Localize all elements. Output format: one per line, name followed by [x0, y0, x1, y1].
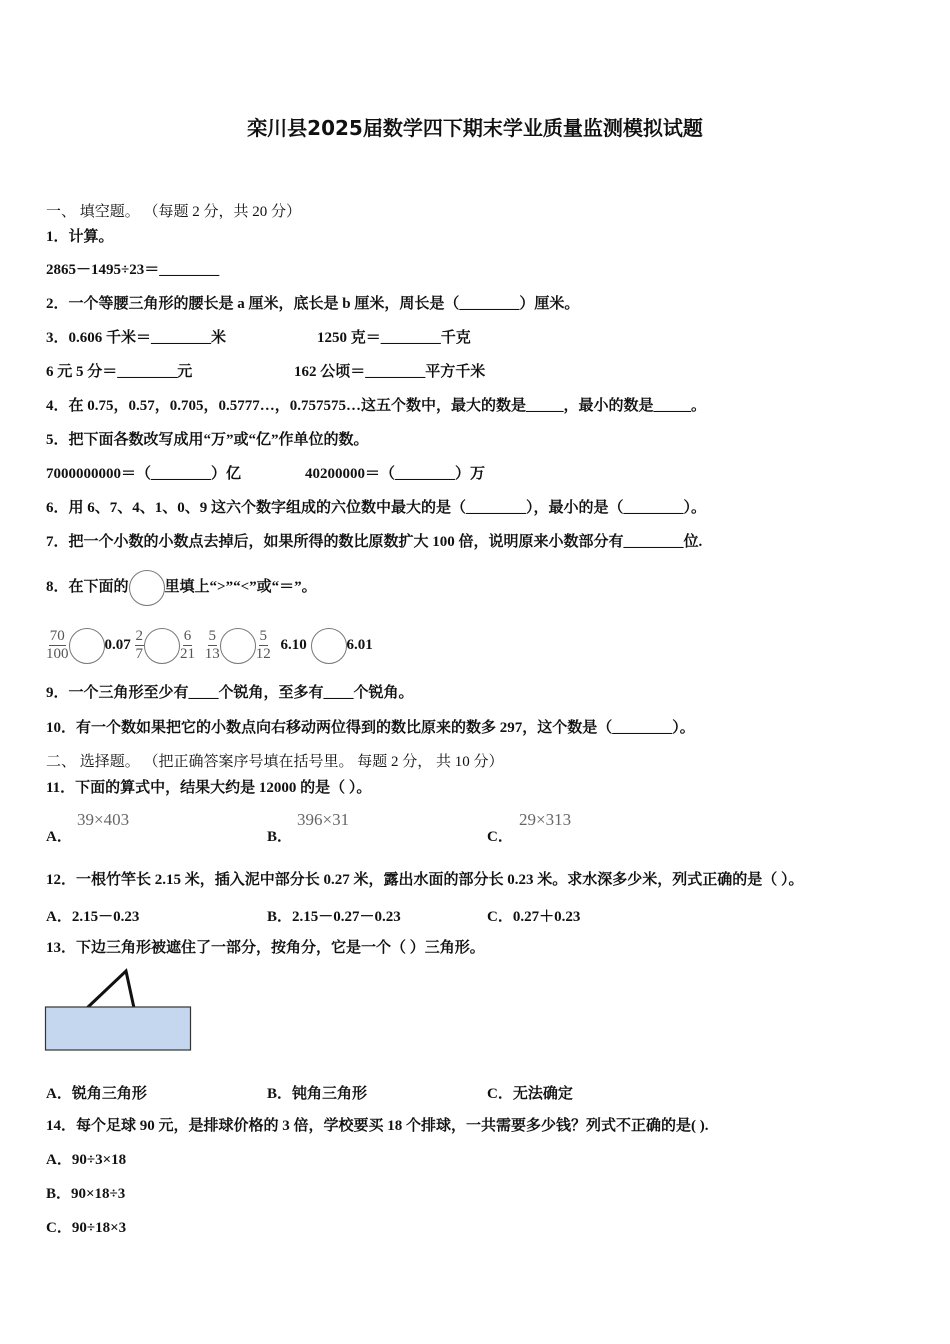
question-8	[46, 568, 317, 606]
denominator: 21	[180, 646, 195, 663]
q13-option-b[interactable]: B．钝角三角形	[267, 1086, 368, 1102]
question-13: 13．下边三角形被遮住了一部分，按角分，它是一个（ ）三角形。	[46, 940, 485, 956]
value: 6.10	[280, 637, 307, 653]
section-heading-fill-blank: 一、 填空题。 （每题 2 分，共 20 分）	[46, 204, 302, 220]
question-7: 7．把一个小数的小数点去掉后，如果所得的数比原数扩大 100 倍，说明原来小数部分有________位.	[46, 534, 703, 550]
fraction	[180, 628, 195, 663]
compare-circle[interactable]	[311, 628, 347, 664]
question-11: 11．下面的算式中，结果大约是 12000 的是（ ）。	[46, 780, 372, 796]
numerator: 6	[183, 628, 192, 645]
value: 0.07	[104, 637, 131, 653]
question-3-part-a: 3．0.606 千米＝________米	[46, 330, 227, 346]
q11-option-b-expr: 396×31	[297, 810, 350, 829]
fraction	[205, 628, 220, 663]
denominator: 12	[255, 646, 271, 663]
q14-option-b[interactable]: B．90×18÷3	[46, 1186, 126, 1202]
question-8-comparisons	[46, 624, 373, 666]
q12-option-b[interactable]: B．2.15－0.27－0.23	[267, 909, 401, 925]
question-12: 12．一根竹竿长 2.15 米，插入泥中部分长 0.27 米，露出水面的部分长 0.23 米。求水深多少米，列式正确的是（ ）。	[46, 872, 804, 888]
question-1-expression: 2865－1495÷23＝________	[46, 262, 220, 278]
question-14: 14．每个足球 90 元，是排球价格的 3 倍，学校要买 18 个排球，一共需要多少钱？列式不正确的是( ).	[46, 1118, 709, 1134]
numerator: 2	[135, 628, 143, 645]
question-3-part-b: 1250 克＝________千克	[317, 330, 471, 346]
question-5-part-b: 40200000＝（________）万	[305, 466, 486, 482]
q14-option-a[interactable]: A．90÷3×18	[46, 1152, 127, 1168]
fraction	[135, 628, 145, 663]
q11-option-c-expr: 29×313	[519, 810, 572, 829]
value: 6.01	[346, 637, 373, 653]
q13-option-a[interactable]: A．锐角三角形	[46, 1086, 147, 1102]
question-6: 6．用 6、7、4、1、0、9 这六个数字组成的六位数中最大的是（________），最小的是（________）。	[46, 500, 707, 516]
numerator: 70	[49, 628, 65, 645]
q11-option-a-label[interactable]: A．	[46, 829, 72, 845]
q14-option-c[interactable]: C．90÷18×3	[46, 1220, 127, 1236]
page-title: 栾川县2025届数学四下期末学业质量监测模拟试题	[247, 116, 703, 140]
circle-icon	[129, 570, 165, 606]
question-5-part-a: 7000000000＝（________）亿	[46, 466, 242, 482]
q13-option-c[interactable]: C．无法确定	[487, 1086, 573, 1102]
fraction	[256, 628, 271, 663]
question-5: 5．把下面各数改写成用“万”或“亿”作单位的数。	[46, 432, 369, 448]
question-8-suffix: 里填上“>”“<”或“＝”。	[164, 579, 317, 595]
compare-circle[interactable]	[144, 628, 180, 664]
question-10: 10．有一个数如果把它的小数点向右移动两位得到的数比原来的数多 297，这个数是（________）。	[46, 720, 695, 736]
q11-option-c-label[interactable]: C．	[487, 829, 513, 845]
fraction	[46, 628, 69, 663]
section-heading-multiple-choice: 二、 选择题。 （把正确答案序号填在括号里。 每题 2 分， 共 10 分）	[46, 754, 504, 770]
denominator: 100	[46, 646, 69, 663]
question-3-part-c: 6 元 5 分＝________元	[46, 364, 193, 380]
q12-option-c[interactable]: C．0.27＋0.23	[487, 909, 581, 925]
question-3-part-d: 162 公顷＝________平方千米	[294, 364, 486, 380]
numerator: 5	[208, 628, 216, 645]
covered-triangle-figure	[44, 968, 196, 1054]
question-2: 2．一个等腰三角形的腰长是 a 厘米，底长是 b 厘米，周长是（________）厘米。	[46, 296, 580, 312]
denominator: 13	[204, 646, 220, 663]
cover-rectangle	[46, 1007, 191, 1050]
triangle-top	[87, 971, 134, 1008]
denominator: 7	[135, 646, 143, 663]
question-1: 1．计算。	[46, 229, 114, 245]
compare-circle[interactable]	[69, 628, 105, 664]
question-8-prefix: 8．在下面的	[46, 579, 129, 595]
q12-option-a[interactable]: A．2.15－0.23	[46, 909, 140, 925]
question-4: 4．在 0.75，0.57，0.705，0.5777…，0.757575…这五个数中，最大的数是_____，最小的数是_____。	[46, 398, 707, 414]
compare-circle[interactable]	[220, 628, 256, 664]
q11-option-a-expr: 39×403	[77, 810, 130, 829]
q11-option-b-label[interactable]: B．	[267, 829, 293, 845]
question-9: 9．一个三角形至少有____个锐角，至多有____个锐角。	[46, 685, 414, 701]
numerator: 5	[259, 628, 267, 645]
